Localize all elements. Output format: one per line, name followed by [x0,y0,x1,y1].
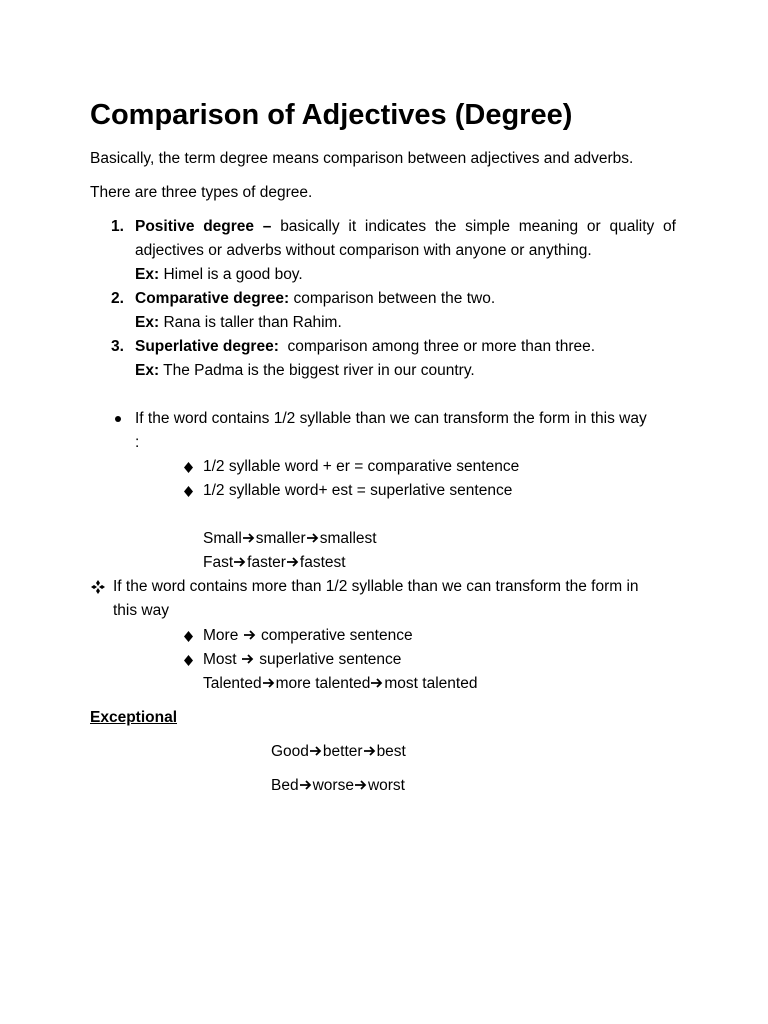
degree-positive-line1 [135,217,676,237]
degree-comparative-example [135,313,342,333]
arrow-right-icon [371,677,383,689]
rule2-sub1 [203,626,413,646]
arrow-right-icon [243,532,255,544]
rule2-line1: If the word contains more than 1/2 syllable than we can transform the form in [113,578,639,595]
degree-label: Superlative degree: [135,338,279,355]
degree-label: Positive degree – [135,218,272,235]
word: superlative sentence [259,651,402,668]
word: Talented [203,675,262,692]
arrow-right-icon [242,653,254,665]
degree-description: basically it indicates the simple meaning or quality of [280,218,676,235]
example-text: Himel is a good boy. [163,266,303,283]
word: most talented [384,675,478,692]
arrow-right-icon [307,532,319,544]
degree-comparative-line1 [135,289,495,309]
example-label: Ex: [135,314,160,331]
degree-superlative-example [135,361,475,381]
arrow-right-icon [263,677,275,689]
list-number: 2. [111,290,124,307]
diamond-bullet-icon [184,655,193,666]
word: smallest [319,530,377,547]
word: worst [367,777,405,794]
exceptional-example-bad [271,776,405,796]
degree-description: comparison between the two. [293,290,496,307]
rule2-example-talented [203,674,477,694]
arrow-right-icon [234,556,246,568]
example-label: Ex: [135,362,160,379]
rule1-example-small [203,529,377,549]
rule1-line2: : [135,434,140,451]
word: best [376,743,406,760]
page-title: Comparison of Adjectives (Degree) [90,99,573,131]
degree-label: Comparative degree: [135,290,290,307]
word: better [322,743,363,760]
arrow-right-icon [364,745,376,757]
four-diamond-bullet-icon [91,580,105,594]
word: faster [247,554,286,571]
example-text: Rana is taller than Rahim. [163,314,342,331]
word: comperative sentence [260,627,413,644]
word: Fast [203,554,234,571]
word: more talented [275,675,371,692]
exceptional-heading: Exceptional [90,709,177,726]
word: More [203,627,239,644]
rule1-example-fast [203,553,346,573]
word: Small [203,530,242,547]
arrow-right-icon [287,556,299,568]
intro-paragraph-2: There are three types of degree. [90,184,313,201]
bullet-dot-icon [115,416,121,422]
list-number: 3. [111,338,124,355]
degree-superlative-line1 [135,337,595,357]
rule1-line1: If the word contains 1/2 syllable than we can transform the form in this way [135,410,647,427]
diamond-bullet-icon [184,631,193,642]
rule1-sub1: 1/2 syllable word + er = comparative sentence [203,458,520,475]
degree-positive-example [135,265,303,285]
rule2-sub2 [203,650,401,670]
diamond-bullet-icon [184,486,193,497]
rule2-line2: this way [113,602,169,619]
rule1-sub2: 1/2 syllable word+ est = superlative sentence [203,482,513,499]
arrow-right-icon [244,629,256,641]
example-text: The Padma is the biggest river in our country. [163,362,475,379]
list-number: 1. [111,218,124,235]
degree-positive-line2: adjectives or adverbs without comparison with anyone or anything. [135,242,592,259]
word: Most [203,651,237,668]
degree-description: comparison among three or more than three. [287,338,596,355]
arrow-right-icon [310,745,322,757]
arrow-right-icon [355,779,367,791]
word: Bed [271,777,299,794]
example-label: Ex: [135,266,160,283]
word: Good [271,743,309,760]
word: worse [312,777,354,794]
arrow-right-icon [300,779,312,791]
intro-paragraph-1: Basically, the term degree means comparison between adjectives and adverbs. [90,150,634,167]
exceptional-example-good [271,742,406,762]
word: smaller [255,530,306,547]
diamond-bullet-icon [184,462,193,473]
word: fastest [299,554,346,571]
